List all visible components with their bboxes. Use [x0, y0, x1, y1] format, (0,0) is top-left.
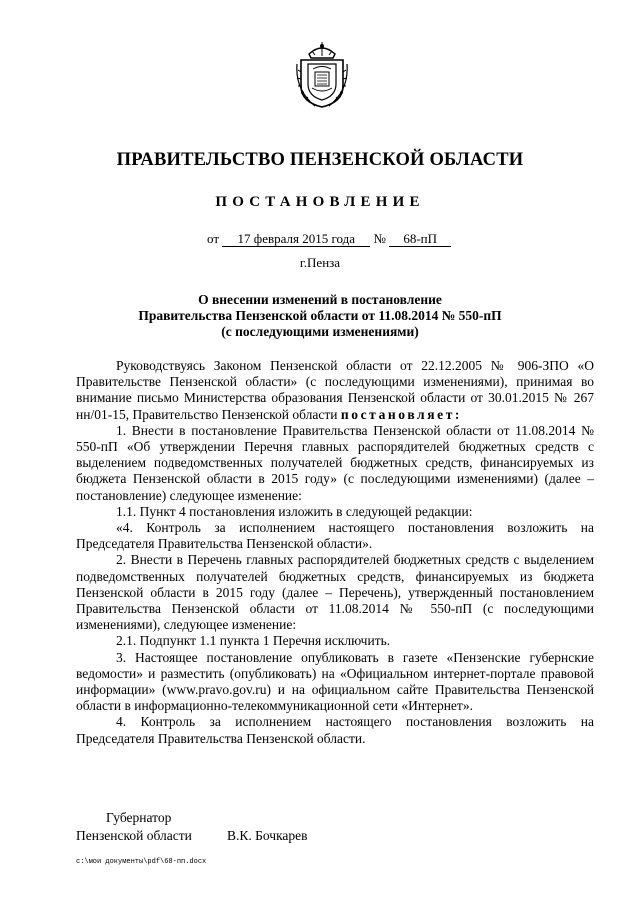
subject-line-3: (с последующими изменениями) [221, 324, 419, 339]
subject-line-1: О внесении изменений в постановление [198, 292, 442, 307]
number-sign: № [373, 231, 386, 246]
resolves-keyword: постановляет: [340, 406, 463, 422]
document-body [76, 358, 594, 747]
paragraph-quoted-item-4: «4. Контроль за исполнением настоящего постановления возложить на Председателя Правительства Пензенской области». [76, 520, 594, 552]
paragraph-item-1: 1. Внести в постановление Правительства Пензенской области от 11.08.2014 № 550-пП «Об утверждении Перечня главных распорядителей бюджетных средств с выделением подведомственных получателей бюджетных средств, финансируемых из бюджета Пензенской области в 2015 году» (с последующими изменениями) (далее – постановление) следующее изменение: [76, 422, 594, 503]
file-path-footer: c:\мои документы\pdf\68-пп.docx [76, 858, 207, 866]
signatory-title-line-2: Пензенской области [76, 828, 192, 843]
coat-of-arms-emblem [295, 42, 349, 108]
paragraph-preamble [76, 358, 594, 423]
document-number: 68-пП [389, 232, 451, 247]
signatory-name: В.К. Бочкарев [227, 828, 308, 843]
document-type-heading: ПОСТАНОВЛЕНИЕ [215, 194, 425, 210]
date-number-line [207, 231, 451, 247]
government-heading: ПРАВИТЕЛЬСТВО ПЕНЗЕНСКОЙ ОБЛАСТИ [116, 150, 524, 170]
preamble-text: Руководствуясь Законом Пензенской области от 22.12.2005 № 906-ЗПО «О Правительстве Пензенской области» (с последующими изменениями), принимая во внимание письмо Министерства образования Пензенской области от 30.01.2015 № 267 нн/01-15, Правительство Пензенской области [76, 358, 594, 422]
city-label: г.Пенза [299, 255, 341, 270]
paragraph-item-2-1: 2.1. Подпункт 1.1 пункта 1 Перечня исключить. [116, 633, 391, 649]
date-prefix: от [207, 231, 220, 246]
paragraph-item-3: 3. Настоящее постановление опубликовать в газете «Пензенские губернские ведомости» и разместить (опубликовать) на «Официальном интернет-портале правовой информации» (www.pravo.gov.ru) и на официальном сайте Правительства Пензенской области в информационно-телекоммуникационной сети «Интернет». [76, 649, 594, 714]
paragraph-item-4: 4. Контроль за исполнением настоящего постановления возложить на Председателя Правительства Пензенской области. [76, 714, 594, 746]
subject-line-2: Правительства Пензенской области от 11.08.2014 № 550-пП [138, 308, 502, 323]
document-subject [0, 292, 640, 340]
paragraph-item-2: 2. Внести в Перечень главных распорядителей бюджетных средств с выделением подведомственных получателей бюджетных средств, финансируемых из бюджета Пензенской области в 2015 году (далее – Перечень), утвержденный постановлением Правительства Пензенской области от 11.08.2014 № 550-пП (с последующими изменениями), следующее изменение: [76, 552, 594, 633]
signatory-title-line-1: Губернатор [106, 810, 172, 825]
document-date: 17 февраля 2015 года [222, 232, 370, 247]
paragraph-item-1-1: 1.1. Пункт 4 постановления изложить в следующей редакции: [116, 503, 473, 519]
